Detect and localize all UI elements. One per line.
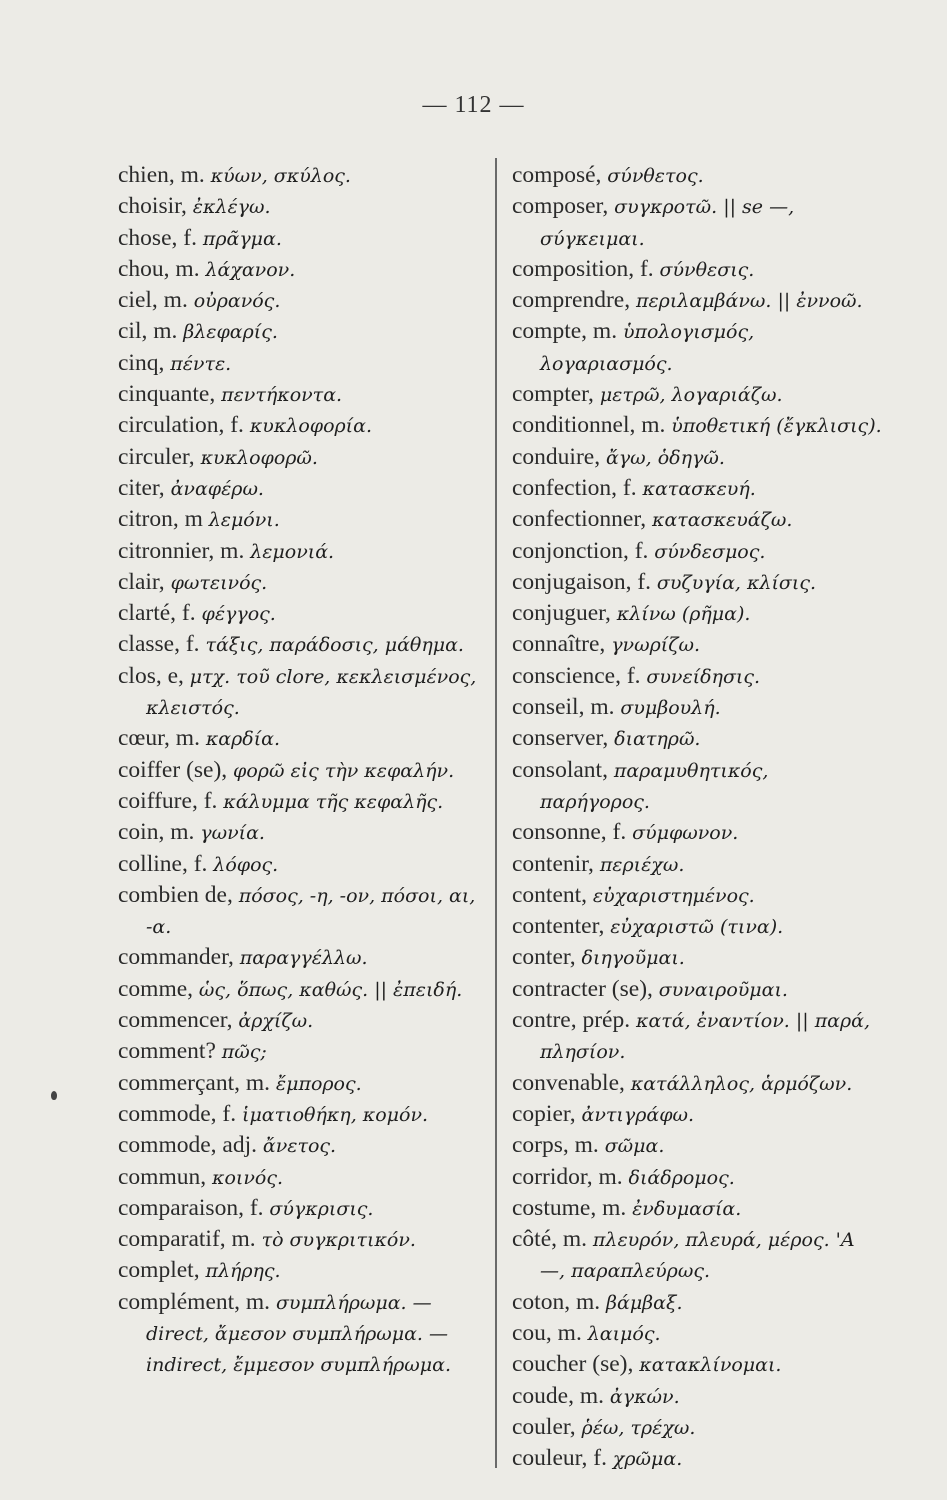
margin-mark [51, 1091, 57, 1100]
entry-headword: comparaison, f. [118, 1194, 264, 1221]
entry-translation: μετρῶ, λογαριάζω. [599, 384, 783, 407]
dictionary-entry [512, 316, 882, 379]
dictionary-entry [118, 598, 493, 629]
dictionary-entry [512, 629, 882, 660]
dictionary-entry [118, 1193, 493, 1224]
dictionary-entry [512, 817, 882, 848]
entry-headword: costume, m. [512, 1194, 627, 1221]
dictionary-entry [512, 536, 882, 567]
entry-headword: comment? [118, 1038, 216, 1065]
entry-translation: εὐχαριστῶ (τινα). [610, 916, 784, 939]
dictionary-entry [118, 1224, 493, 1255]
entry-headword: coiffer (se), [118, 756, 228, 783]
entry-headword: colline, f. [118, 850, 208, 877]
dictionary-entry [118, 755, 493, 786]
entry-translation: πλήρης. [205, 1260, 281, 1283]
dictionary-entry [512, 473, 882, 504]
dictionary-entry [512, 160, 882, 191]
dictionary-entry [512, 1005, 882, 1068]
entry-translation: ἀρχίζω. [238, 1010, 314, 1033]
entry-headword: clarté, f. [118, 600, 196, 627]
dictionary-entry [118, 1068, 493, 1099]
entry-translation: λεμονιά. [250, 540, 335, 563]
entry-headword: commode, adj. [118, 1132, 258, 1159]
entry-translation: διατηρῶ. [614, 728, 701, 751]
dictionary-entry [512, 911, 882, 942]
entry-translation: κατάλληλος, ἁρμόζων. [630, 1072, 853, 1095]
entry-translation: κυκλοφορῶ. [200, 446, 318, 469]
dictionary-entry [512, 410, 882, 441]
dictionary-entry [118, 974, 493, 1005]
entry-headword: citron, m [118, 506, 203, 533]
entry-headword: cœur, m. [118, 725, 200, 752]
entry-translation: γνωρίζω. [611, 634, 701, 657]
entry-headword: conjuguer, [512, 600, 611, 627]
entry-headword: conduire, [512, 443, 601, 470]
entry-headword: combien de, [118, 881, 233, 908]
entry-translation: σύνθεσις. [659, 258, 755, 281]
entry-translation: κατά, ἐναντίον. || παρά, πλησίον. [540, 1010, 871, 1064]
entry-translation: σύνδεσμος. [654, 540, 766, 563]
entry-translation: ῥέω, τρέχω. [581, 1416, 696, 1439]
entry-headword: corps, m. [512, 1132, 599, 1159]
dictionary-entry [118, 849, 493, 880]
dictionary-entry [512, 692, 882, 723]
entry-headword: consolant, [512, 756, 608, 783]
entry-headword: complément, m. [118, 1288, 271, 1315]
entry-translation: περιλαμβάνω. || ἐννοῶ. [635, 290, 863, 313]
dictionary-entry [512, 849, 882, 880]
dictionary-entry [118, 223, 493, 254]
dictionary-entry [512, 1412, 882, 1443]
entry-translation: σῶμα. [604, 1135, 665, 1158]
entry-translation: φωτεινός. [170, 571, 268, 594]
right-column [512, 160, 882, 1474]
dictionary-entry [512, 942, 882, 973]
entry-headword: corridor, m. [512, 1163, 623, 1190]
entry-translation: καρδία. [205, 728, 281, 751]
entry-headword: contenir, [512, 850, 594, 877]
entry-translation: διηγοῦμαι. [581, 947, 685, 970]
entry-headword: coucher (se), [512, 1351, 634, 1378]
dictionary-entry [512, 1162, 882, 1193]
entry-translation: παραγγέλλω. [239, 947, 368, 970]
dictionary-entry [118, 504, 493, 535]
entry-headword: contracter (se), [512, 975, 653, 1002]
dictionary-entry [118, 1287, 493, 1381]
entry-headword: ciel, m. [118, 287, 188, 314]
entry-headword: conserver, [512, 725, 609, 752]
dictionary-entry [512, 974, 882, 1005]
entry-translation: χρῶμα. [612, 1448, 683, 1471]
entry-headword: cinquante, [118, 381, 216, 408]
dictionary-entry [118, 1005, 493, 1036]
entry-headword: content, [512, 881, 588, 908]
entry-translation: πλευρόν, πλευρά, μέρος. 'A —, παραπλεύρως. [540, 1229, 855, 1283]
entry-headword: conscience, f. [512, 662, 641, 689]
entry-headword: comme, [118, 975, 194, 1002]
dictionary-entry [118, 880, 493, 943]
dictionary-entry [512, 755, 882, 818]
entry-headword: copier, [512, 1100, 576, 1127]
dictionary-entry [118, 786, 493, 817]
entry-translation: λεμόνι. [208, 509, 280, 532]
entry-translation: πέντε. [170, 352, 232, 375]
entry-headword: conseil, m. [512, 694, 615, 721]
entry-headword: couleur, f. [512, 1445, 607, 1472]
entry-headword: complet, [118, 1257, 200, 1284]
entry-translation: ἐκλέγω. [192, 196, 271, 219]
entry-translation: εὐχαριστημένος. [592, 884, 755, 907]
dictionary-entry [512, 880, 882, 911]
entry-translation: μτχ. τοῦ clore, κεκλεισμένος, κλειστός. [146, 665, 477, 720]
entry-translation: ἀγκών. [609, 1385, 680, 1408]
entry-translation: τάξις, παράδοσις, μάθημα. [205, 634, 464, 657]
entry-headword: coin, m. [118, 819, 195, 846]
entry-translation: σύμφωνον. [632, 822, 739, 845]
dictionary-entry [118, 629, 493, 660]
dictionary-entry [118, 191, 493, 222]
entry-translation: κοινός. [212, 1166, 284, 1189]
entry-headword: comprendre, [512, 287, 631, 314]
dictionary-entry [512, 1287, 882, 1318]
entry-translation: συμβουλή. [620, 697, 721, 720]
dictionary-entry [118, 1130, 493, 1161]
entry-translation: κατασκευή. [642, 477, 756, 500]
entry-headword: conjonction, f. [512, 537, 649, 564]
dictionary-entry [118, 1162, 493, 1193]
entry-headword: commencer, [118, 1007, 233, 1034]
entry-headword: convenable, [512, 1069, 625, 1096]
dictionary-entry [118, 348, 493, 379]
entry-headword: composer, [512, 193, 609, 220]
entry-translation: περιέχω. [599, 853, 685, 876]
entry-headword: connaître, [512, 631, 606, 658]
dictionary-entry [118, 254, 493, 285]
entry-translation: ἀντιγράφω. [581, 1103, 695, 1126]
dictionary-entry [118, 473, 493, 504]
entry-headword: citer, [118, 474, 165, 501]
entry-headword: compter, [512, 381, 594, 408]
dictionary-entry [118, 410, 493, 441]
entry-headword: conter, [512, 944, 576, 971]
entry-translation: πρᾶγμα. [202, 227, 282, 250]
entry-translation: βάμβαξ. [606, 1291, 683, 1314]
entry-headword: coude, m. [512, 1382, 605, 1409]
dictionary-entry [512, 661, 882, 692]
dictionary-entry [512, 285, 882, 316]
entry-translation: κλίνω (ρῆμα). [616, 603, 751, 626]
entry-translation: συναιροῦμαι. [658, 978, 788, 1001]
dictionary-entry [118, 379, 493, 410]
dictionary-entry [512, 379, 882, 410]
entry-headword: couler, [512, 1413, 576, 1440]
entry-headword: choisir, [118, 193, 187, 220]
dictionary-entry [118, 442, 493, 473]
dictionary-entry [118, 1099, 493, 1130]
entry-translation: λόφος. [213, 853, 279, 876]
dictionary-entry [512, 504, 882, 535]
entry-translation: κατασκευάζω. [652, 509, 793, 532]
dictionary-entry [118, 160, 493, 191]
entry-headword: citronnier, m. [118, 537, 245, 564]
entry-headword: consonne, f. [512, 819, 627, 846]
entry-translation: πόσος, -η, -ον, πόσοι, αι, -α. [146, 884, 476, 939]
entry-headword: commun, [118, 1163, 207, 1190]
dictionary-entry [512, 1193, 882, 1224]
entry-translation: ἱματιοθήκη, κομόν. [242, 1103, 429, 1126]
dictionary-entry [512, 1318, 882, 1349]
dictionary-entry [118, 285, 493, 316]
entry-headword: cil, m. [118, 318, 178, 345]
entry-headword: commander, [118, 944, 234, 971]
entry-headword: coton, m. [512, 1288, 601, 1315]
entry-headword: composé, [512, 162, 602, 188]
entry-translation: κάλυμμα τῆς κεφαλῆς. [223, 790, 444, 813]
entry-headword: circuler, [118, 443, 195, 470]
dictionary-entry [512, 191, 882, 254]
dictionary-entry [512, 567, 882, 598]
entry-headword: conditionnel, m. [512, 412, 666, 439]
entry-translation: συγκροτῶ. || se —, σύγκειμαι. [540, 196, 795, 250]
dictionary-entry [512, 1068, 882, 1099]
entry-translation: λαιμός. [587, 1322, 661, 1345]
entry-translation: συνείδησις. [646, 665, 761, 688]
entry-headword: comparatif, m. [118, 1226, 256, 1253]
entry-headword: commode, f. [118, 1100, 237, 1127]
dictionary-entry [118, 567, 493, 598]
entry-translation: ἐνδυμασία. [632, 1197, 742, 1220]
dictionary-entry [512, 1099, 882, 1130]
entry-translation: ὑποθετική (ἔγκλισις). [671, 415, 882, 438]
entry-headword: confectionner, [512, 506, 647, 533]
dictionary-entry [118, 1255, 493, 1286]
entry-translation: ἄνετος. [262, 1135, 337, 1158]
entry-headword: cinq, [118, 349, 165, 376]
entry-translation: ἀναφέρω. [170, 477, 264, 500]
dictionary-entry [512, 442, 882, 473]
dictionary-entry [512, 1349, 882, 1380]
dictionary-entry [512, 1224, 882, 1287]
dictionary-entry [512, 723, 882, 754]
entry-translation: λάχανον. [205, 258, 296, 281]
entry-headword: circulation, f. [118, 412, 244, 439]
dictionary-entry [118, 723, 493, 754]
entry-translation: σύνθετος. [607, 165, 704, 187]
entry-headword: commerçant, m. [118, 1069, 271, 1096]
entry-translation: κατακλίνομαι. [639, 1354, 782, 1377]
entry-translation: ἄγω, ὁδηγῶ. [605, 446, 725, 469]
entry-headword: conjugaison, f. [512, 568, 652, 595]
entry-headword: chien, m. [118, 162, 205, 188]
entry-translation: βλεφαρίς. [183, 321, 278, 344]
entry-translation: πεντήκοντα. [221, 384, 343, 407]
dictionary-entry [512, 1443, 882, 1474]
entry-headword: chou, m. [118, 255, 200, 282]
left-column [118, 160, 493, 1381]
entry-translation: διάδρομος. [628, 1166, 735, 1189]
entry-translation: ὡς, ὅπως, καθώς. || ἐπειδή. [198, 978, 463, 1001]
entry-translation: κύων, σκύλος. [210, 165, 351, 187]
dictionary-entry [118, 1036, 493, 1067]
dictionary-entry [118, 316, 493, 347]
entry-translation: φορῶ εἰς τὴν κεφαλήν. [233, 759, 455, 782]
entry-headword: classe, f. [118, 631, 200, 658]
page-number: — 112 — [422, 92, 525, 118]
entry-translation: σύγκρισις. [269, 1197, 374, 1220]
entry-headword: clos, e, [118, 662, 184, 689]
dictionary-entry [512, 1381, 882, 1412]
entry-translation: πῶς; [221, 1041, 267, 1064]
entry-translation: ὑπολογισμός, λογαριασμός. [540, 321, 755, 375]
dictionary-entry [512, 1130, 882, 1161]
entry-headword: contre, prép. [512, 1007, 631, 1034]
entry-headword: contenter, [512, 913, 605, 940]
entry-headword: chose, f. [118, 224, 197, 251]
dictionary-entry [118, 536, 493, 567]
dictionary-entry [118, 661, 493, 724]
dictionary-entry [512, 598, 882, 629]
entry-translation: γωνία. [200, 822, 265, 845]
entry-headword: confection, f. [512, 474, 637, 501]
entry-headword: clair, [118, 568, 165, 595]
dictionary-entry [118, 942, 493, 973]
entry-translation: φέγγος. [201, 603, 276, 626]
entry-translation: παραμυθητικός, παρήγορος. [540, 759, 769, 813]
entry-translation: συζυγία, κλίσις. [656, 571, 817, 594]
entry-headword: cou, m. [512, 1319, 582, 1346]
entry-headword: composition, f. [512, 255, 654, 282]
entry-headword: côté, m. [512, 1226, 588, 1253]
entry-translation: ἔμπορος. [275, 1072, 362, 1095]
dictionary-entry [512, 254, 882, 285]
entry-translation: τὸ συγκριτικόν. [261, 1229, 416, 1252]
entry-translation: οὐρανός. [193, 290, 281, 313]
entry-translation: κυκλοφορία. [249, 415, 372, 438]
entry-headword: coiffure, f. [118, 787, 218, 814]
column-divider [495, 158, 497, 1468]
entry-headword: compte, m. [512, 318, 618, 345]
entry-translation: συμπλήρωμα. —direct, ἄμεσον συμπλήρωμα. —indirect, ἔμμεσον συμπλήρωμα. [146, 1291, 451, 1377]
dictionary-entry [118, 817, 493, 848]
